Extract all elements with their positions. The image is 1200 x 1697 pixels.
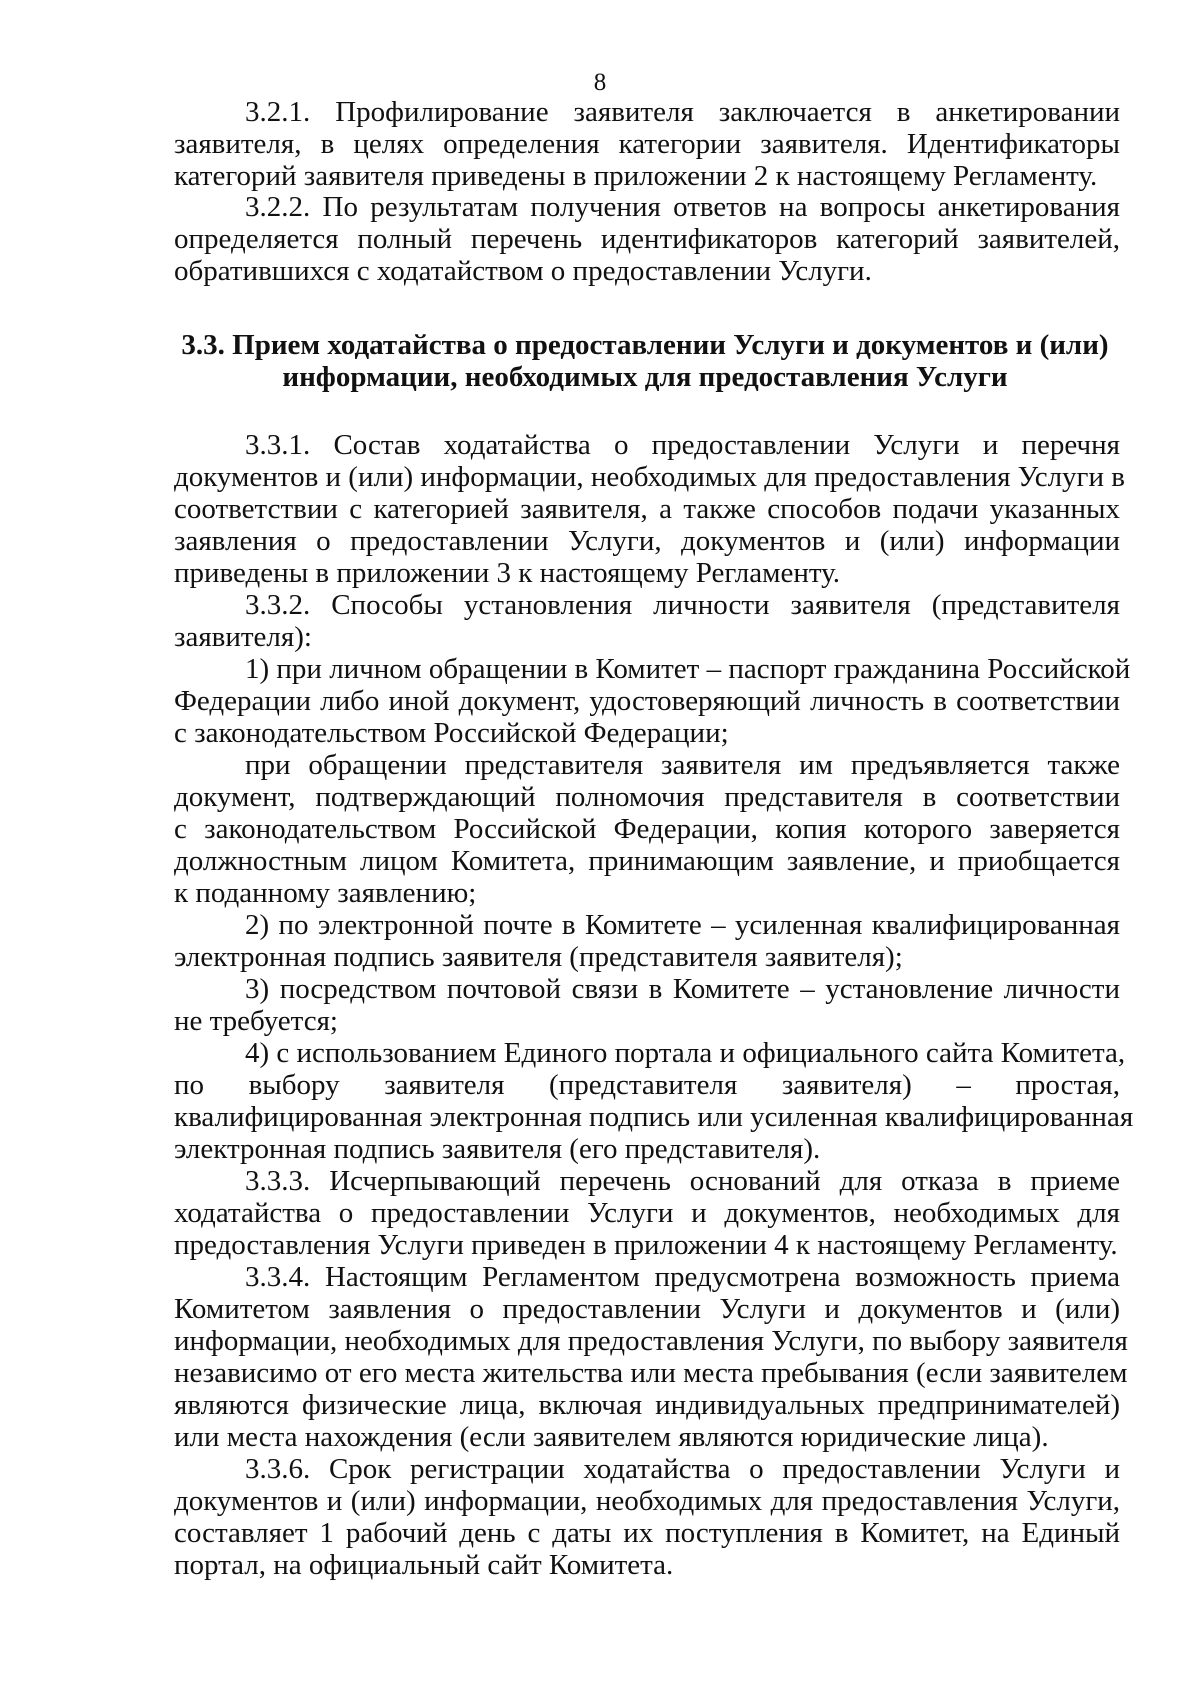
item-3-line-2: не требуется; <box>174 1005 338 1037</box>
paragraph-3-3-4-line-6: или места нахождения (если заявителем являются юридические лица). <box>174 1421 1049 1453</box>
item-2-line-2: электронная подпись заявителя (представителя заявителя); <box>174 941 903 973</box>
paragraph-3-3-4-line-2: Комитетом заявления о предоставлении Услуги и документов и (или) <box>174 1293 1120 1325</box>
paragraph-3-3-6-line-2: документов и (или) информации, необходимых для предоставления Услуги, <box>174 1485 1120 1517</box>
paragraph-3-3-3-line-3: предоставления Услуги приведен в приложении 4 к настоящему Регламенту. <box>174 1229 1118 1261</box>
representative-line-1: при обращении представителя заявителя им предъявляется также <box>245 749 1120 781</box>
paragraph-3-2-1-line-1: 3.2.1. Профилирование заявителя заключается в анкетировании <box>245 96 1120 128</box>
item-1-line-1: 1) при личном обращении в Комитет – паспорт гражданина Российской <box>245 653 1131 685</box>
section-heading-line-2: информации, необходимых для предоставления Услуги <box>282 361 1008 393</box>
paragraph-3-3-3-line-2: ходатайства о предоставлении Услуги и документов, необходимых для <box>174 1197 1120 1229</box>
item-1-line-2: Федерации либо иной документ, удостоверяющий личность в соответствии <box>174 685 1120 717</box>
paragraph-3-2-2-line-1: 3.2.2. По результатам получения ответов на вопросы анкетирования <box>245 191 1120 223</box>
paragraph-3-3-4-line-5: являются физические лица, включая индивидуальных предпринимателей) <box>174 1389 1120 1421</box>
paragraph-3-3-6-line-4: портал, на официальный сайт Комитета. <box>174 1549 674 1581</box>
representative-line-4: должностным лицом Комитета, принимающим заявление, и приобщается <box>174 845 1120 877</box>
paragraph-3-3-1-line-2: документов и (или) информации, необходимых для предоставления Услуги в <box>174 461 1125 493</box>
item-4-line-3: квалифицированная электронная подпись или усиленная квалифицированная <box>174 1101 1134 1133</box>
representative-line-5: к поданному заявлению; <box>174 877 477 909</box>
paragraph-3-3-2-line-2: заявителя): <box>174 621 312 653</box>
section-heading-line-1: 3.3. Прием ходатайства о предоставлении Услуги и документов и (или) <box>181 329 1109 361</box>
paragraph-3-3-6-line-1: 3.3.6. Срок регистрации ходатайства о предоставлении Услуги и <box>245 1453 1120 1485</box>
paragraph-3-3-4-line-3: информации, необходимых для предоставления Услуги, по выбору заявителя <box>174 1325 1128 1357</box>
paragraph-3-3-6-line-3: составляет 1 рабочий день с даты их поступления в Комитет, на Единый <box>174 1517 1120 1549</box>
paragraph-3-3-3-line-1: 3.3.3. Исчерпывающий перечень оснований для отказа в приеме <box>245 1165 1120 1197</box>
item-4-line-1: 4) с использованием Единого портала и официального сайта Комитета, <box>245 1037 1126 1069</box>
paragraph-3-2-1-line-2: заявителя, в целях определения категории заявителя. Идентификаторы <box>174 128 1120 160</box>
representative-line-3: с законодательством Российской Федерации, копия которого заверяется <box>174 813 1120 845</box>
paragraph-3-3-4-line-1: 3.3.4. Настоящим Регламентом предусмотрена возможность приема <box>245 1261 1120 1293</box>
paragraph-3-3-4-line-4: независимо от его места жительства или места пребывания (если заявителем <box>174 1357 1128 1389</box>
item-2-line-1: 2) по электронной почте в Комитете – усиленная квалифицированная <box>245 909 1120 941</box>
paragraph-3-3-1-line-5: приведены в приложении 3 к настоящему Регламенту. <box>174 557 840 589</box>
paragraph-3-2-1-line-3: категорий заявителя приведены в приложении 2 к настоящему Регламенту. <box>174 160 1098 192</box>
representative-line-2: документ, подтверждающий полномочия представителя в соответствии <box>174 781 1120 813</box>
paragraph-3-2-2-line-3: обратившихся с ходатайством о предоставлении Услуги. <box>174 255 872 287</box>
paragraph-3-3-2-line-1: 3.3.2. Способы установления личности заявителя (представителя <box>245 589 1120 621</box>
paragraph-3-3-1-line-1: 3.3.1. Состав ходатайства о предоставлении Услуги и перечня <box>245 429 1120 461</box>
paragraph-3-3-1-line-3: соответствии с категорией заявителя, а также способов подачи указанных <box>174 493 1120 525</box>
paragraph-3-3-1-line-4: заявления о предоставлении Услуги, документов и (или) информации <box>174 525 1120 557</box>
item-4-line-4: электронная подпись заявителя (его представителя). <box>174 1133 821 1165</box>
item-1-line-3: с законодательством Российской Федерации; <box>174 717 729 749</box>
page-number: 8 <box>593 69 607 96</box>
item-4-line-2: по выбору заявителя (представителя заявителя) – простая, <box>174 1069 1120 1101</box>
paragraph-3-2-2-line-2: определяется полный перечень идентификаторов категорий заявителей, <box>174 223 1120 255</box>
item-3-line-1: 3) посредством почтовой связи в Комитете – установление личности <box>245 973 1120 1005</box>
